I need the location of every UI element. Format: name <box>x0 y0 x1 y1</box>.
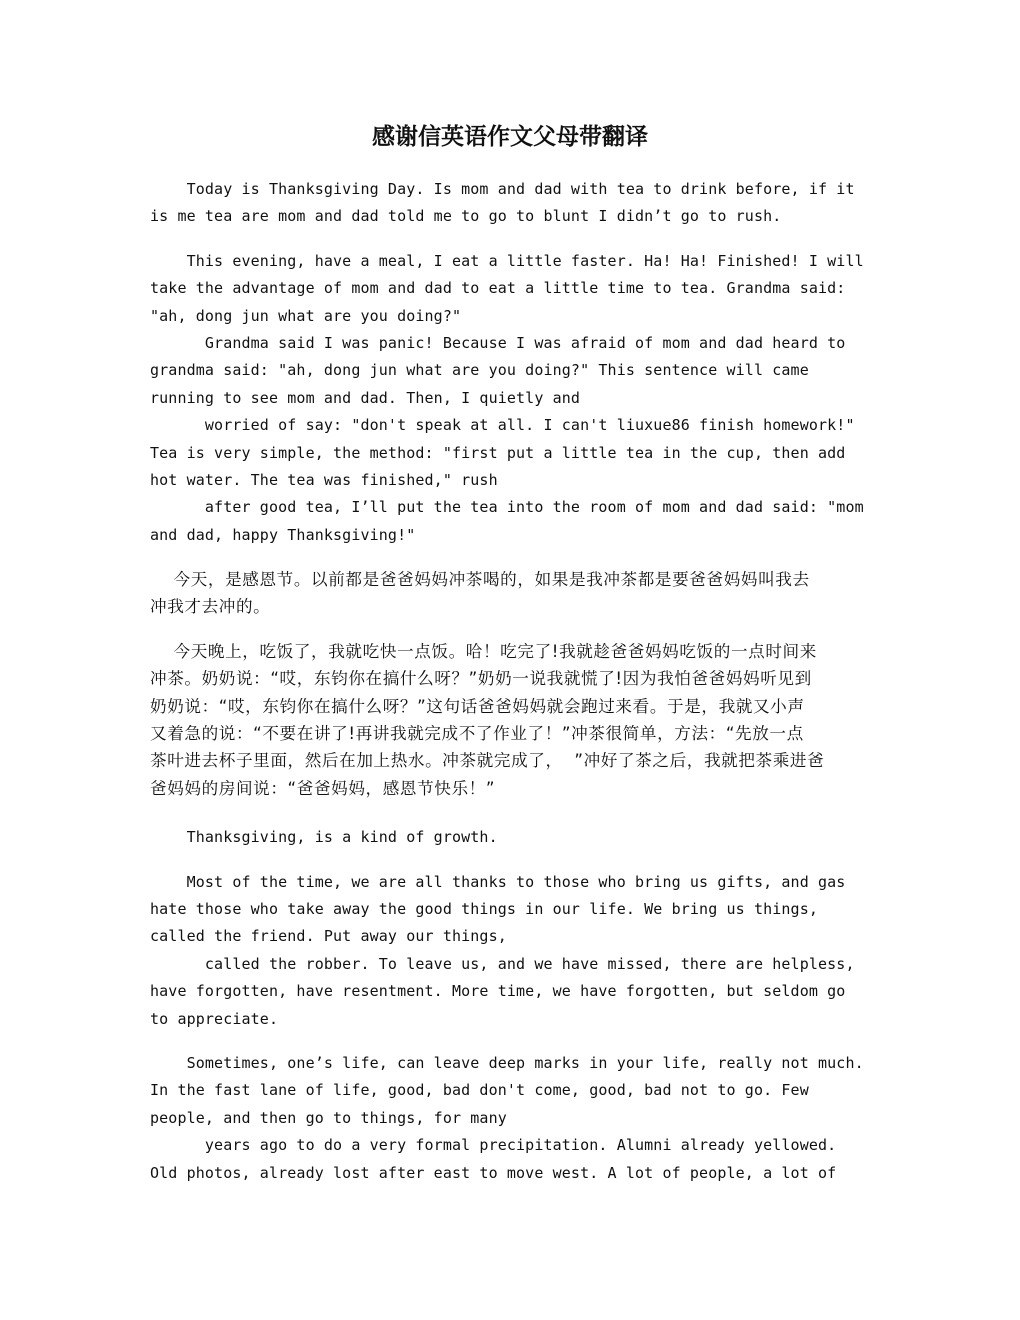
document-body <box>150 176 870 1187</box>
text-line: called the robber. To leave us, and we have missed, there are helpless, <box>150 954 855 973</box>
text-line: Thanksgiving, is a kind of growth. <box>150 828 498 847</box>
text-line: 爸妈妈的房间说：“爸爸妈妈，感恩节快乐！” <box>150 778 496 798</box>
text-line: and dad, happy Thanksgiving!" <box>150 525 416 544</box>
text-line: years ago to do a very formal precipitation. Alumni already yellowed. <box>150 1136 837 1155</box>
paragraph-1 <box>150 176 870 231</box>
text-line: Grandma said I was panic! Because I was afraid of mom and dad heard to <box>150 333 846 352</box>
text-line: to appreciate. <box>150 1009 279 1028</box>
text-line: 今天，是感恩节。以前都是爸爸妈妈冲茶喝的，如果是我冲茶都是要爸爸妈妈叫我去 <box>150 570 810 590</box>
text-line: 冲茶。奶奶说：“哎，东钧你在搞什么呀？”奶奶一说我就慌了!因为我怕爸爸妈妈听见到 <box>150 669 812 689</box>
text-line: called the friend. Put away our things, <box>150 927 507 946</box>
text-line: after good tea, I’ll put the tea into the room of mom and dad said: "mom <box>150 498 864 517</box>
text-line: hot water. The tea was finished," rush <box>150 470 498 489</box>
paragraph-3-chinese <box>150 566 870 621</box>
text-line: worried of say: "don't speak at all. I can't liuxue86 finish homework!" <box>150 416 855 435</box>
paragraph-5 <box>150 824 870 851</box>
text-line: This evening, have a meal, I eat a little faster. Ha! Ha! Finished! I will <box>150 251 864 270</box>
text-line: Old photos, already lost after east to move west. A lot of people, a lot of <box>150 1163 837 1182</box>
text-line: 又着急的说：“不要在讲了!再讲我就完成不了作业了！”冲茶很简单，方法：“先放一点 <box>150 724 804 744</box>
text-line: hate those who take away the good things in our life. We bring us things, <box>150 899 819 918</box>
text-line: "ah, dong jun what are you doing?" <box>150 306 462 325</box>
text-line: have forgotten, have resentment. More time, we have forgotten, but seldom go <box>150 982 846 1001</box>
text-line: Today is Thanksgiving Day. Is mom and dad with tea to drink before, if it <box>150 180 855 198</box>
text-line: 奶奶说：“哎，东钧你在搞什么呀？”这句话爸爸妈妈就会跑过来看。于是，我就又小声 <box>150 696 805 716</box>
text-line: take the advantage of mom and dad to eat a little time to tea. Grandma said: <box>150 279 846 298</box>
paragraph-4-chinese <box>150 638 870 802</box>
paragraph-7 <box>150 1050 870 1187</box>
text-line: 冲我才去冲的。 <box>150 597 271 617</box>
paragraph-2 <box>150 248 870 549</box>
text-line: 今天晚上，吃饭了，我就吃快一点饭。哈！吃完了!我就趁爸爸妈妈吃饭的一点时间来 <box>150 641 817 661</box>
text-line: running to see mom and dad. Then, I quietly and <box>150 388 581 407</box>
text-line: Tea is very simple, the method: "first put a little tea in the cup, then add <box>150 443 846 462</box>
text-line: Sometimes, one’s life, can leave deep marks in your life, really not much. <box>150 1053 864 1072</box>
text-line: people, and then go to things, for many <box>150 1108 507 1127</box>
paragraph-6 <box>150 869 870 1033</box>
text-line: is me tea are mom and dad told me to go to blunt I didn’t go to rush. <box>150 207 782 226</box>
text-line: In the fast lane of life, good, bad don't come, good, bad not to go. Few <box>150 1081 809 1100</box>
text-line: 茶叶进去杯子里面，然后在加上热水。冲茶就完成了， ”冲好了茶之后，我就把茶乘进爸 <box>150 751 825 771</box>
text-line: grandma said: "ah, dong jun what are you doing?" This sentence will came <box>150 361 809 380</box>
document-title: 感谢信英语作文父母带翻译 <box>372 123 648 150</box>
text-line: Most of the time, we are all thanks to those who bring us gifts, and gas <box>150 872 846 891</box>
